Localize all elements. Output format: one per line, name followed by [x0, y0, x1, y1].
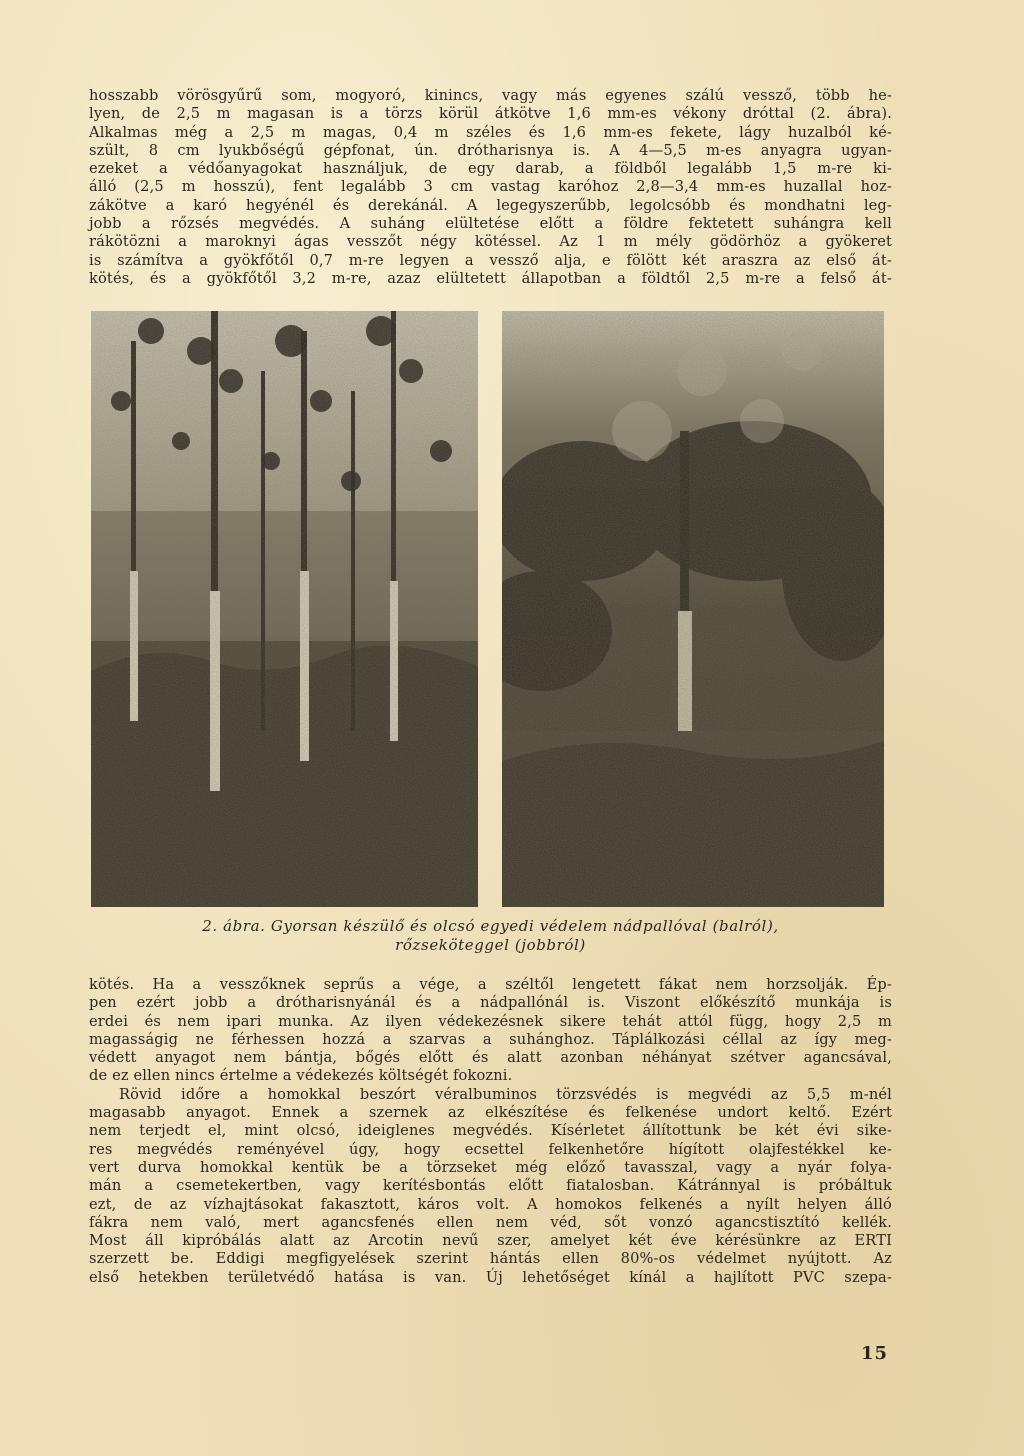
- text-line: szerzett be. Eddigi megfigyelések szerint hántás ellen 80%-os védelmet nyújtott. Az: [89, 1250, 892, 1268]
- text-line: de ez ellen nincs értelme a védekezés költségét fokozni.: [89, 1067, 513, 1085]
- page-number: 15: [861, 1343, 889, 1364]
- text-line: Alkalmas még a 2,5 m magas, 0,4 m széles és 1,6 mm-es fekete, lágy huzalból ké-: [89, 123, 892, 141]
- text-line: ezeket a védőanyagokat használjuk, de egy darab, a földből legalább 1,5 m-re ki-: [89, 160, 892, 178]
- text-line: nem terjedt el, mint olcsó, ideiglenes megvédés. Kísérletet állítottunk be két évi sike-: [89, 1122, 892, 1140]
- text-line: védett anyagot nem bántja, bőgés előtt és alatt azonban néhányat szétver agancsával,: [89, 1049, 892, 1067]
- text-line: fákra nem való, mert agancsfenés ellen nem véd, sőt vonzó agancstisztító kellék.: [89, 1213, 892, 1231]
- text-line: rákötözni a maroknyi ágas vesszőt négy kötéssel. Az 1 m mély gödörhöz a gyökeret: [89, 233, 892, 251]
- caption-line: 2. ábra. Gyorsan készülő és olcsó egyedi védelem nádpallóval (balról),: [202, 917, 779, 935]
- text-line: Most áll kipróbálás alatt az Arcotin nevű szer, amelyet két éve kérésünkre az ERTI: [89, 1232, 892, 1250]
- figure-caption: [89, 917, 892, 955]
- paragraph-1: [89, 87, 892, 288]
- text-line: pen ezért jobb a drótharisnyánál és a nádpallónál is. Viszont előkészítő munkája is: [89, 994, 892, 1012]
- photo-brushwood-bundle: [502, 311, 884, 907]
- text-line: kötés. Ha a vesszőknek seprűs a vége, a széltől lengetett fákat nem horzsolják. Ép-: [89, 976, 892, 993]
- text-line: is számítva a gyökfőtől 0,7 m-re legyen a vessző alja, e fölött két araszra az első át-: [89, 251, 892, 269]
- caption-line: rőzseköteggel (jobbról): [395, 936, 586, 954]
- paragraph-2: [89, 976, 892, 1287]
- text-line: jobb a rőzsés megvédés. A suháng elültetése előtt a földre fektetett suhángra kell: [89, 215, 892, 233]
- text-line: mán a csemetekertben, vagy kerítésbontás előtt fiatalosban. Kátránnyal is próbáltuk: [89, 1177, 892, 1195]
- text-line: vert durva homokkal kentük be a törzseket még előző tavasszal, vagy a nyár folya-: [89, 1158, 892, 1176]
- photo-reed-panel: [91, 311, 478, 907]
- text-line: ezt, de az vízhajtásokat fakasztott, káros volt. A homokos felkenés a nyílt helyen álló: [89, 1195, 892, 1213]
- text-line: Rövid időre a homokkal beszórt véralbuminos törzsvédés is megvédi az 5,5 m-nél: [119, 1085, 892, 1103]
- text-line: álló (2,5 m hosszú), fent legalább 3 cm vastag karóhoz 2,8—3,4 mm-es huzallal hoz-: [89, 178, 892, 196]
- text-line: zákötve a karó hegyénél és derekánál. A legegyszerűbb, legolcsóbb és mondhatni leg-: [89, 196, 892, 214]
- text-line: első hetekben területvédő hatása is van. Új lehetőséget kínál a hajlított PVC szepa-: [89, 1268, 892, 1286]
- text-line: magasabb anyagot. Ennek a szernek az elkészítése és felkenése undort keltő. Ezért: [89, 1104, 892, 1122]
- text-line: erdei és nem ipari munka. Az ilyen védekezésnek sikere tehát attól függ, hogy 2,5 m: [89, 1012, 892, 1030]
- text-line: kötés, és a gyökfőtől 3,2 m-re, azaz elültetett állapotban a földtől 2,5 m-re a felső át-: [89, 269, 892, 287]
- text-line: szült, 8 cm lyukbőségű gépfonat, ún. drótharisnya is. A 4—5,5 m-es anyagra ugyan-: [89, 141, 892, 159]
- text-line: res megvédés reményével úgy, hogy ecsettel felkenhetőre hígított olajfestékkel ke-: [89, 1140, 892, 1158]
- text-line: hosszabb vörösgyűrű som, mogyoró, kinincs, vagy más egyenes szálú vessző, több he-: [89, 87, 892, 104]
- text-line: lyen, de 2,5 m magasan is a törzs körül átkötve 1,6 mm-es vékony dróttal (2. ábra).: [89, 105, 892, 123]
- text-line: magasságig ne férhessen hozzá a szarvas a suhánghoz. Táplálkozási céllal az így meg-: [89, 1030, 892, 1048]
